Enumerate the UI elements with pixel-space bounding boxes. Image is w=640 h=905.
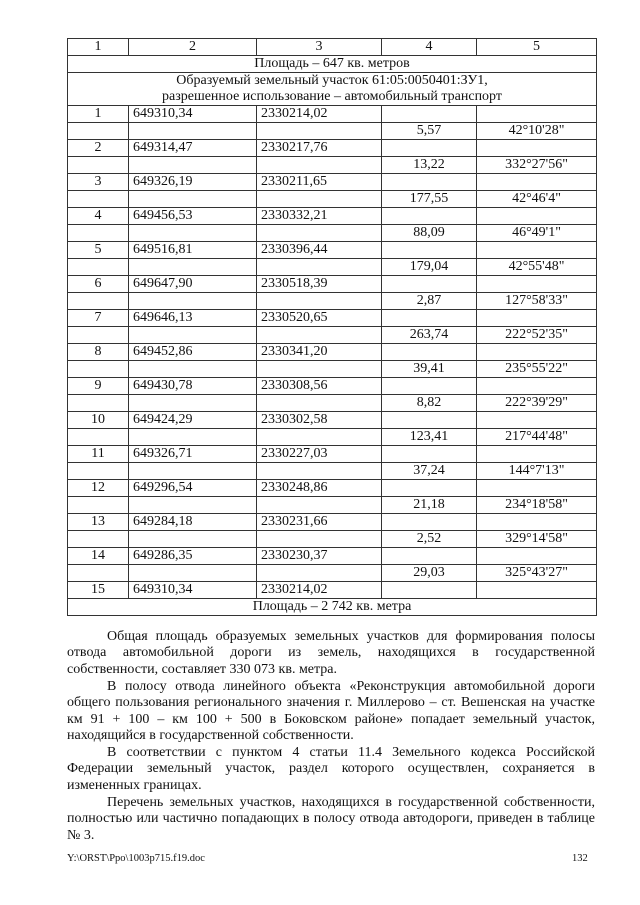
plot-title-line2: разрешенное использование – автомобильный транспорт <box>161 89 502 104</box>
point-number-cell: 15 <box>68 582 129 599</box>
point-number-cell: 13 <box>68 514 129 531</box>
distance-cell: 39,41 <box>382 361 477 378</box>
distance-cell: 263,74 <box>382 327 477 344</box>
empty-cell <box>477 582 597 599</box>
distance-cell: 179,04 <box>382 259 477 276</box>
x-coordinate-cell: 649452,86 <box>129 344 257 361</box>
point-row <box>68 582 597 599</box>
x-coordinate-cell: 649284,18 <box>129 514 257 531</box>
x-coordinate-cell: 649286,35 <box>129 548 257 565</box>
segment-row <box>68 463 597 480</box>
empty-cell <box>477 514 597 531</box>
total-area-cell: Площадь – 2 742 кв. метра <box>68 599 597 616</box>
area-row <box>68 56 597 73</box>
segment-row <box>68 361 597 378</box>
empty-cell <box>257 225 382 242</box>
empty-cell <box>382 412 477 429</box>
bearing-cell: 235°55'22" <box>477 361 597 378</box>
empty-cell <box>129 463 257 480</box>
empty-cell <box>477 548 597 565</box>
empty-cell <box>257 259 382 276</box>
empty-cell <box>382 548 477 565</box>
empty-cell <box>477 310 597 327</box>
y-coordinate-cell: 2330341,20 <box>257 344 382 361</box>
empty-cell <box>477 242 597 259</box>
point-row <box>68 208 597 225</box>
header-cell: 3 <box>257 39 382 56</box>
empty-cell <box>68 157 129 174</box>
y-coordinate-cell: 2330231,66 <box>257 514 382 531</box>
point-number-cell: 5 <box>68 242 129 259</box>
bearing-cell: 217°44'48" <box>477 429 597 446</box>
empty-cell <box>477 412 597 429</box>
empty-cell <box>129 157 257 174</box>
empty-cell <box>68 429 129 446</box>
bearing-cell: 329°14'58" <box>477 531 597 548</box>
empty-cell <box>129 191 257 208</box>
segment-row <box>68 259 597 276</box>
point-number-cell: 9 <box>68 378 129 395</box>
empty-cell <box>382 310 477 327</box>
distance-cell: 8,82 <box>382 395 477 412</box>
point-number-cell: 2 <box>68 140 129 157</box>
empty-cell <box>257 497 382 514</box>
point-row <box>68 276 597 293</box>
plot-title-line1: Образуемый земельный участок 61:05:0050401:ЗУ1, <box>176 73 488 88</box>
plot-title-cell <box>68 73 597 106</box>
point-row <box>68 242 597 259</box>
empty-cell <box>382 378 477 395</box>
segment-row <box>68 191 597 208</box>
segment-row <box>68 157 597 174</box>
empty-cell <box>129 531 257 548</box>
segment-row <box>68 123 597 140</box>
empty-cell <box>257 293 382 310</box>
point-number-cell: 7 <box>68 310 129 327</box>
empty-cell <box>477 378 597 395</box>
bearing-cell: 42°46'4" <box>477 191 597 208</box>
point-row <box>68 480 597 497</box>
point-number-cell: 10 <box>68 412 129 429</box>
x-coordinate-cell: 649296,54 <box>129 480 257 497</box>
x-coordinate-cell: 649326,19 <box>129 174 257 191</box>
empty-cell <box>129 123 257 140</box>
empty-cell <box>382 140 477 157</box>
plot-title-row <box>68 73 597 106</box>
point-number-cell: 4 <box>68 208 129 225</box>
area-total-row <box>68 599 597 616</box>
empty-cell <box>257 361 382 378</box>
distance-cell: 177,55 <box>382 191 477 208</box>
empty-cell <box>477 208 597 225</box>
distance-cell: 5,57 <box>382 123 477 140</box>
empty-cell <box>68 361 129 378</box>
empty-cell <box>382 208 477 225</box>
point-number-cell: 12 <box>68 480 129 497</box>
point-number-cell: 11 <box>68 446 129 463</box>
bearing-cell: 42°10'28" <box>477 123 597 140</box>
empty-cell <box>257 157 382 174</box>
segment-row <box>68 565 597 582</box>
point-number-cell: 8 <box>68 344 129 361</box>
empty-cell <box>129 497 257 514</box>
segment-row <box>68 225 597 242</box>
distance-cell: 2,87 <box>382 293 477 310</box>
bearing-cell: 332°27'56" <box>477 157 597 174</box>
empty-cell <box>129 259 257 276</box>
x-coordinate-cell: 649456,53 <box>129 208 257 225</box>
x-coordinate-cell: 649314,47 <box>129 140 257 157</box>
x-coordinate-cell: 649424,29 <box>129 412 257 429</box>
point-number-cell: 1 <box>68 106 129 123</box>
empty-cell <box>477 106 597 123</box>
empty-cell <box>257 395 382 412</box>
distance-cell: 37,24 <box>382 463 477 480</box>
previous-area-cell: Площадь – 647 кв. метров <box>68 56 597 73</box>
empty-cell <box>68 463 129 480</box>
x-coordinate-cell: 649430,78 <box>129 378 257 395</box>
point-row <box>68 412 597 429</box>
empty-cell <box>382 276 477 293</box>
empty-cell <box>382 242 477 259</box>
point-row <box>68 174 597 191</box>
x-coordinate-cell: 649516,81 <box>129 242 257 259</box>
empty-cell <box>129 361 257 378</box>
empty-cell <box>129 225 257 242</box>
point-row <box>68 378 597 395</box>
empty-cell <box>477 480 597 497</box>
distance-cell: 29,03 <box>382 565 477 582</box>
point-row <box>68 344 597 361</box>
y-coordinate-cell: 2330302,58 <box>257 412 382 429</box>
empty-cell <box>68 531 129 548</box>
bearing-cell: 127°58'33" <box>477 293 597 310</box>
bearing-cell: 234°18'58" <box>477 497 597 514</box>
empty-cell <box>257 531 382 548</box>
empty-cell <box>68 293 129 310</box>
empty-cell <box>68 327 129 344</box>
segment-row <box>68 395 597 412</box>
segment-row <box>68 293 597 310</box>
y-coordinate-cell: 2330227,03 <box>257 446 382 463</box>
empty-cell <box>68 191 129 208</box>
table-header-row <box>68 39 597 56</box>
y-coordinate-cell: 2330214,02 <box>257 106 382 123</box>
point-row <box>68 514 597 531</box>
segment-row <box>68 429 597 446</box>
empty-cell <box>257 123 382 140</box>
empty-cell <box>129 395 257 412</box>
empty-cell <box>382 514 477 531</box>
empty-cell <box>129 293 257 310</box>
point-row <box>68 446 597 463</box>
empty-cell <box>129 327 257 344</box>
empty-cell <box>257 429 382 446</box>
segment-row <box>68 497 597 514</box>
y-coordinate-cell: 2330248,86 <box>257 480 382 497</box>
point-row <box>68 106 597 123</box>
point-number-cell: 6 <box>68 276 129 293</box>
y-coordinate-cell: 2330211,65 <box>257 174 382 191</box>
y-coordinate-cell: 2330518,39 <box>257 276 382 293</box>
coordinates-table <box>67 38 597 616</box>
empty-cell <box>477 174 597 191</box>
empty-cell <box>129 429 257 446</box>
y-coordinate-cell: 2330332,21 <box>257 208 382 225</box>
segment-row <box>68 531 597 548</box>
empty-cell <box>257 463 382 480</box>
empty-cell <box>257 327 382 344</box>
empty-cell <box>68 565 129 582</box>
bearing-cell: 222°52'35" <box>477 327 597 344</box>
distance-cell: 2,52 <box>382 531 477 548</box>
paragraph-linear-object: В полосу отвода линейного объекта «Реконструкция автомобильной дороги общего пользования регионального значения г. Миллерово – ст. Вешенская на участке км 91 + 100 – км 100 + 500 в Боковском районе» попадает земельный участок, находящийся в государственной собственности. <box>67 679 595 744</box>
paragraph-total-area: Общая площадь образуемых земельных участков для формирования полосы отвода автомобильной дороги из земель, находящихся в государственной собственности, составляет 330 073 кв. метра. <box>67 629 595 677</box>
point-row <box>68 310 597 327</box>
empty-cell <box>382 344 477 361</box>
bearing-cell: 222°39'29" <box>477 395 597 412</box>
empty-cell <box>68 225 129 242</box>
empty-cell <box>477 344 597 361</box>
distance-cell: 88,09 <box>382 225 477 242</box>
y-coordinate-cell: 2330214,02 <box>257 582 382 599</box>
point-number-cell: 3 <box>68 174 129 191</box>
header-cell: 1 <box>68 39 129 56</box>
header-cell: 2 <box>129 39 257 56</box>
header-cell: 5 <box>477 39 597 56</box>
distance-cell: 21,18 <box>382 497 477 514</box>
bearing-cell: 144°7'13" <box>477 463 597 480</box>
x-coordinate-cell: 649646,13 <box>129 310 257 327</box>
empty-cell <box>257 191 382 208</box>
empty-cell <box>129 565 257 582</box>
segment-row <box>68 327 597 344</box>
empty-cell <box>382 106 477 123</box>
empty-cell <box>477 446 597 463</box>
x-coordinate-cell: 649310,34 <box>129 582 257 599</box>
empty-cell <box>68 395 129 412</box>
paragraph-list-reference: Перечень земельных участков, находящихся в государственной собственности, полностью или частично попадающих в полосу отвода автодороги, приведен в таблице № 3. <box>67 795 595 843</box>
bearing-cell: 46°49'1" <box>477 225 597 242</box>
empty-cell <box>68 497 129 514</box>
bearing-cell: 42°55'48" <box>477 259 597 276</box>
y-coordinate-cell: 2330217,76 <box>257 140 382 157</box>
bearing-cell: 325°43'27" <box>477 565 597 582</box>
point-row <box>68 140 597 157</box>
x-coordinate-cell: 649326,71 <box>129 446 257 463</box>
header-cell: 4 <box>382 39 477 56</box>
x-coordinate-cell: 649310,34 <box>129 106 257 123</box>
y-coordinate-cell: 2330520,65 <box>257 310 382 327</box>
y-coordinate-cell: 2330396,44 <box>257 242 382 259</box>
empty-cell <box>477 276 597 293</box>
empty-cell <box>68 259 129 276</box>
footer-page-number: 132 <box>572 853 588 864</box>
point-row <box>68 548 597 565</box>
empty-cell <box>382 446 477 463</box>
distance-cell: 13,22 <box>382 157 477 174</box>
empty-cell <box>477 140 597 157</box>
footer-file-path: Y:\ORST\Ppo\1003p715.f19.doc <box>67 853 205 864</box>
distance-cell: 123,41 <box>382 429 477 446</box>
x-coordinate-cell: 649647,90 <box>129 276 257 293</box>
empty-cell <box>382 480 477 497</box>
paragraph-land-code: В соответствии с пунктом 4 статьи 11.4 Земельного кодекса Российской Федерации земельный участок, раздел которого осуществлен, сохраняется в измененных границах. <box>67 745 595 793</box>
empty-cell <box>382 174 477 191</box>
empty-cell <box>68 123 129 140</box>
point-number-cell: 14 <box>68 548 129 565</box>
empty-cell <box>382 582 477 599</box>
y-coordinate-cell: 2330308,56 <box>257 378 382 395</box>
y-coordinate-cell: 2330230,37 <box>257 548 382 565</box>
empty-cell <box>257 565 382 582</box>
